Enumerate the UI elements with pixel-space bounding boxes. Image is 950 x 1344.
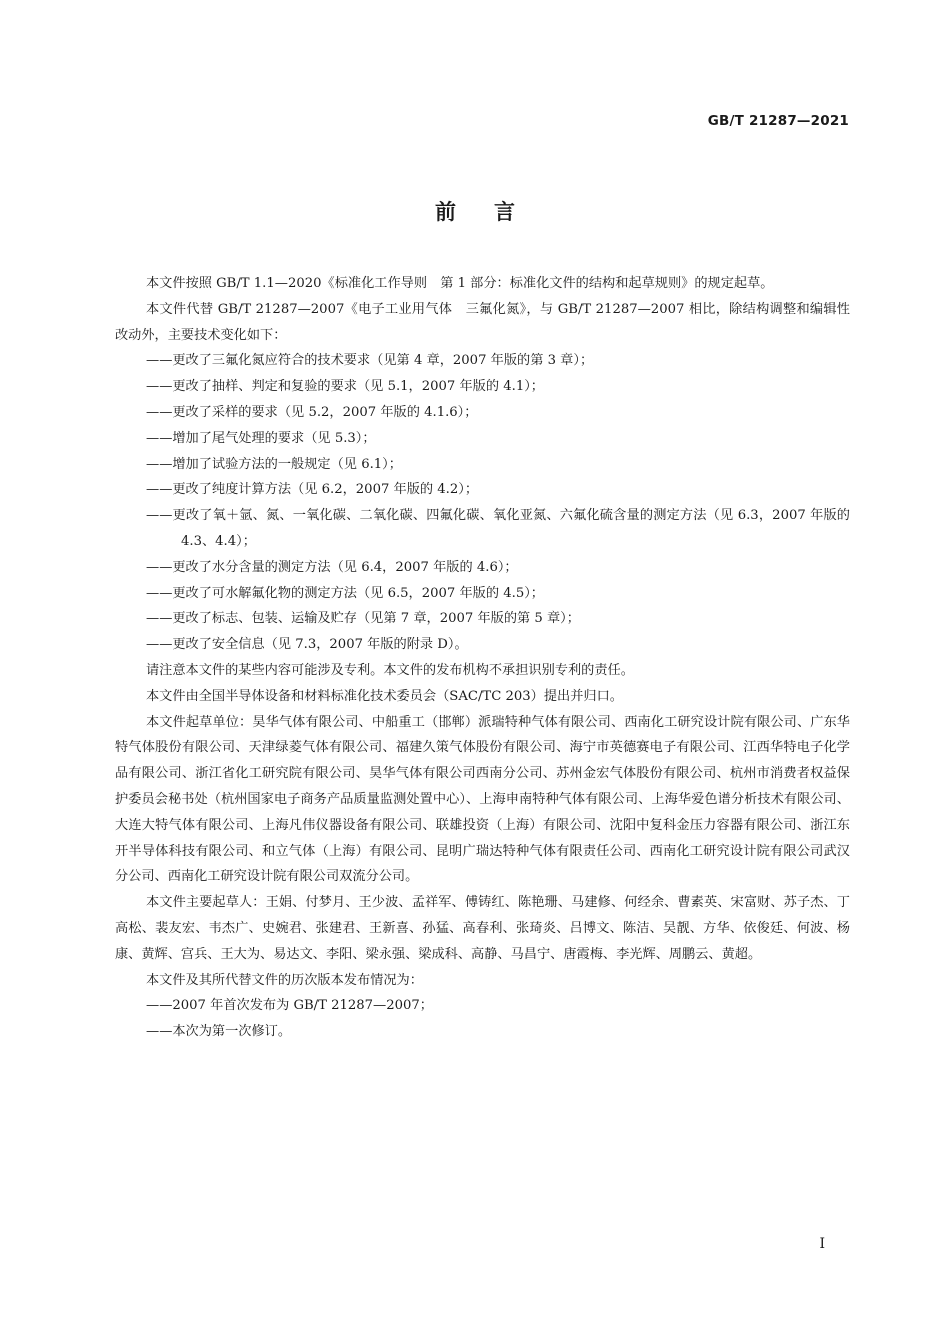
change-item: ——更改了可水解氟化物的测定方法（见 6.5，2007 年版的 4.5）；	[146, 585, 544, 601]
paragraph-history-intro: 本文件及其所代替文件的历次版本发布情况为：	[146, 972, 423, 988]
paragraph-patent-notice: 请注意本文件的某些内容可能涉及专利。本文件的发布机构不承担识别专利的责任。	[146, 662, 634, 678]
change-item: ——更改了标志、包装、运输及贮存（见第 7 章，2007 年版的第 5 章）；	[146, 611, 580, 627]
page-title: 前言	[435, 200, 553, 224]
change-item: ——更改了三氟化氮应符合的技术要求（见第 4 章，2007 年版的第 3 章）；	[146, 353, 594, 369]
paragraph-drafting-rules: 本文件按照 GB/T 1.1—2020《标准化工作导则 第 1 部分：标准化文件的结构和起草规则》的规定起草。	[146, 276, 774, 291]
change-item: ——更改了采样的要求（见 5.2，2007 年版的 4.1.6）；	[146, 404, 478, 420]
page-number: I	[819, 1236, 825, 1252]
paragraph-replaces: 本文件代替 GB/T 21287—2007《电子工业用气体 三氟化氮》，与 GB/T 21287—2007 相比，除结构调整和编辑性改动外，主要技术变化如下：	[115, 301, 850, 343]
paragraph-drafting-units: 本文件起草单位：昊华气体有限公司、中船重工（邯郸）派瑞特种气体有限公司、西南化工研究设计院有限公司、广东华特气体股份有限公司、天津绿菱气体有限公司、福建久策气体股份有限公司、海宁市英德赛电子有限公司、江西华特电子化学品有限公司、浙江省化工研究院有限公司、昊华气体有限公司西南分公司、苏州金宏气体股份有限公司、杭州市消费者权益保护委员会秘书处（杭州国家电子商务产品质量监测处置中心）、上海申南特种气体有限公司、上海华爱色谱分析技术有限公司、大连大特气体有限公司、上海凡伟仪器设备有限公司、联雄投资（上海）有限公司、沈阳中复科金压力容器有限公司、浙江东开半导体科技有限公司、和立气体（上海）有限公司、昆明广瑞达特种气体有限责任公司、西南化工研究设计院有限公司武汉分公司、西南化工研究设计院有限公司双流分公司。	[115, 714, 850, 885]
change-item: ——更改了水分含量的测定方法（见 6.4，2007 年版的 4.6）；	[146, 559, 518, 575]
history-item: ——2007 年首次发布为 GB/T 21287—2007；	[146, 998, 433, 1014]
change-item: ——更改了纯度计算方法（见 6.2，2007 年版的 4.2）；	[146, 482, 479, 498]
foreword-body	[115, 271, 850, 1045]
paragraph-committee: 本文件由全国半导体设备和材料标准化技术委员会（SAC/TC 203）提出并归口。	[146, 688, 623, 704]
standard-number: GB/T 21287—2021	[707, 113, 849, 129]
paragraph-drafters: 本文件主要起草人：王娟、付梦月、王少波、孟祥军、傅铸红、陈艳珊、马建修、何经余、曹素英、宋富财、苏子杰、丁高松、裴友宏、韦杰广、史婉君、张建君、王新喜、孙猛、高春利、张琦炎、吕博文、陈洁、吴靓、方华、依俊廷、何波、杨康、黄辉、宫兵、王大为、易达文、李阳、梁永强、梁成科、高静、马昌宁、唐霞梅、李光辉、周鹏云、黄超。	[115, 895, 850, 962]
change-item: ——增加了试验方法的一般规定（见 6.1）；	[146, 456, 402, 472]
history-item: ——本次为第一次修订。	[146, 1024, 292, 1040]
change-item: ——更改了抽样、判定和复验的要求（见 5.1，2007 年版的 4.1）；	[146, 379, 544, 395]
change-item: ——更改了氧＋氩、氮、一氧化碳、二氧化碳、四氟化碳、氧化亚氮、六氟化硫含量的测定方法（见 6.3，2007 年版的 4.3、4.4）；	[146, 508, 850, 549]
change-item: ——增加了尾气处理的要求（见 5.3）；	[146, 430, 376, 446]
change-item: ——更改了安全信息（见 7.3，2007 年版的附录 D）。	[146, 637, 468, 653]
